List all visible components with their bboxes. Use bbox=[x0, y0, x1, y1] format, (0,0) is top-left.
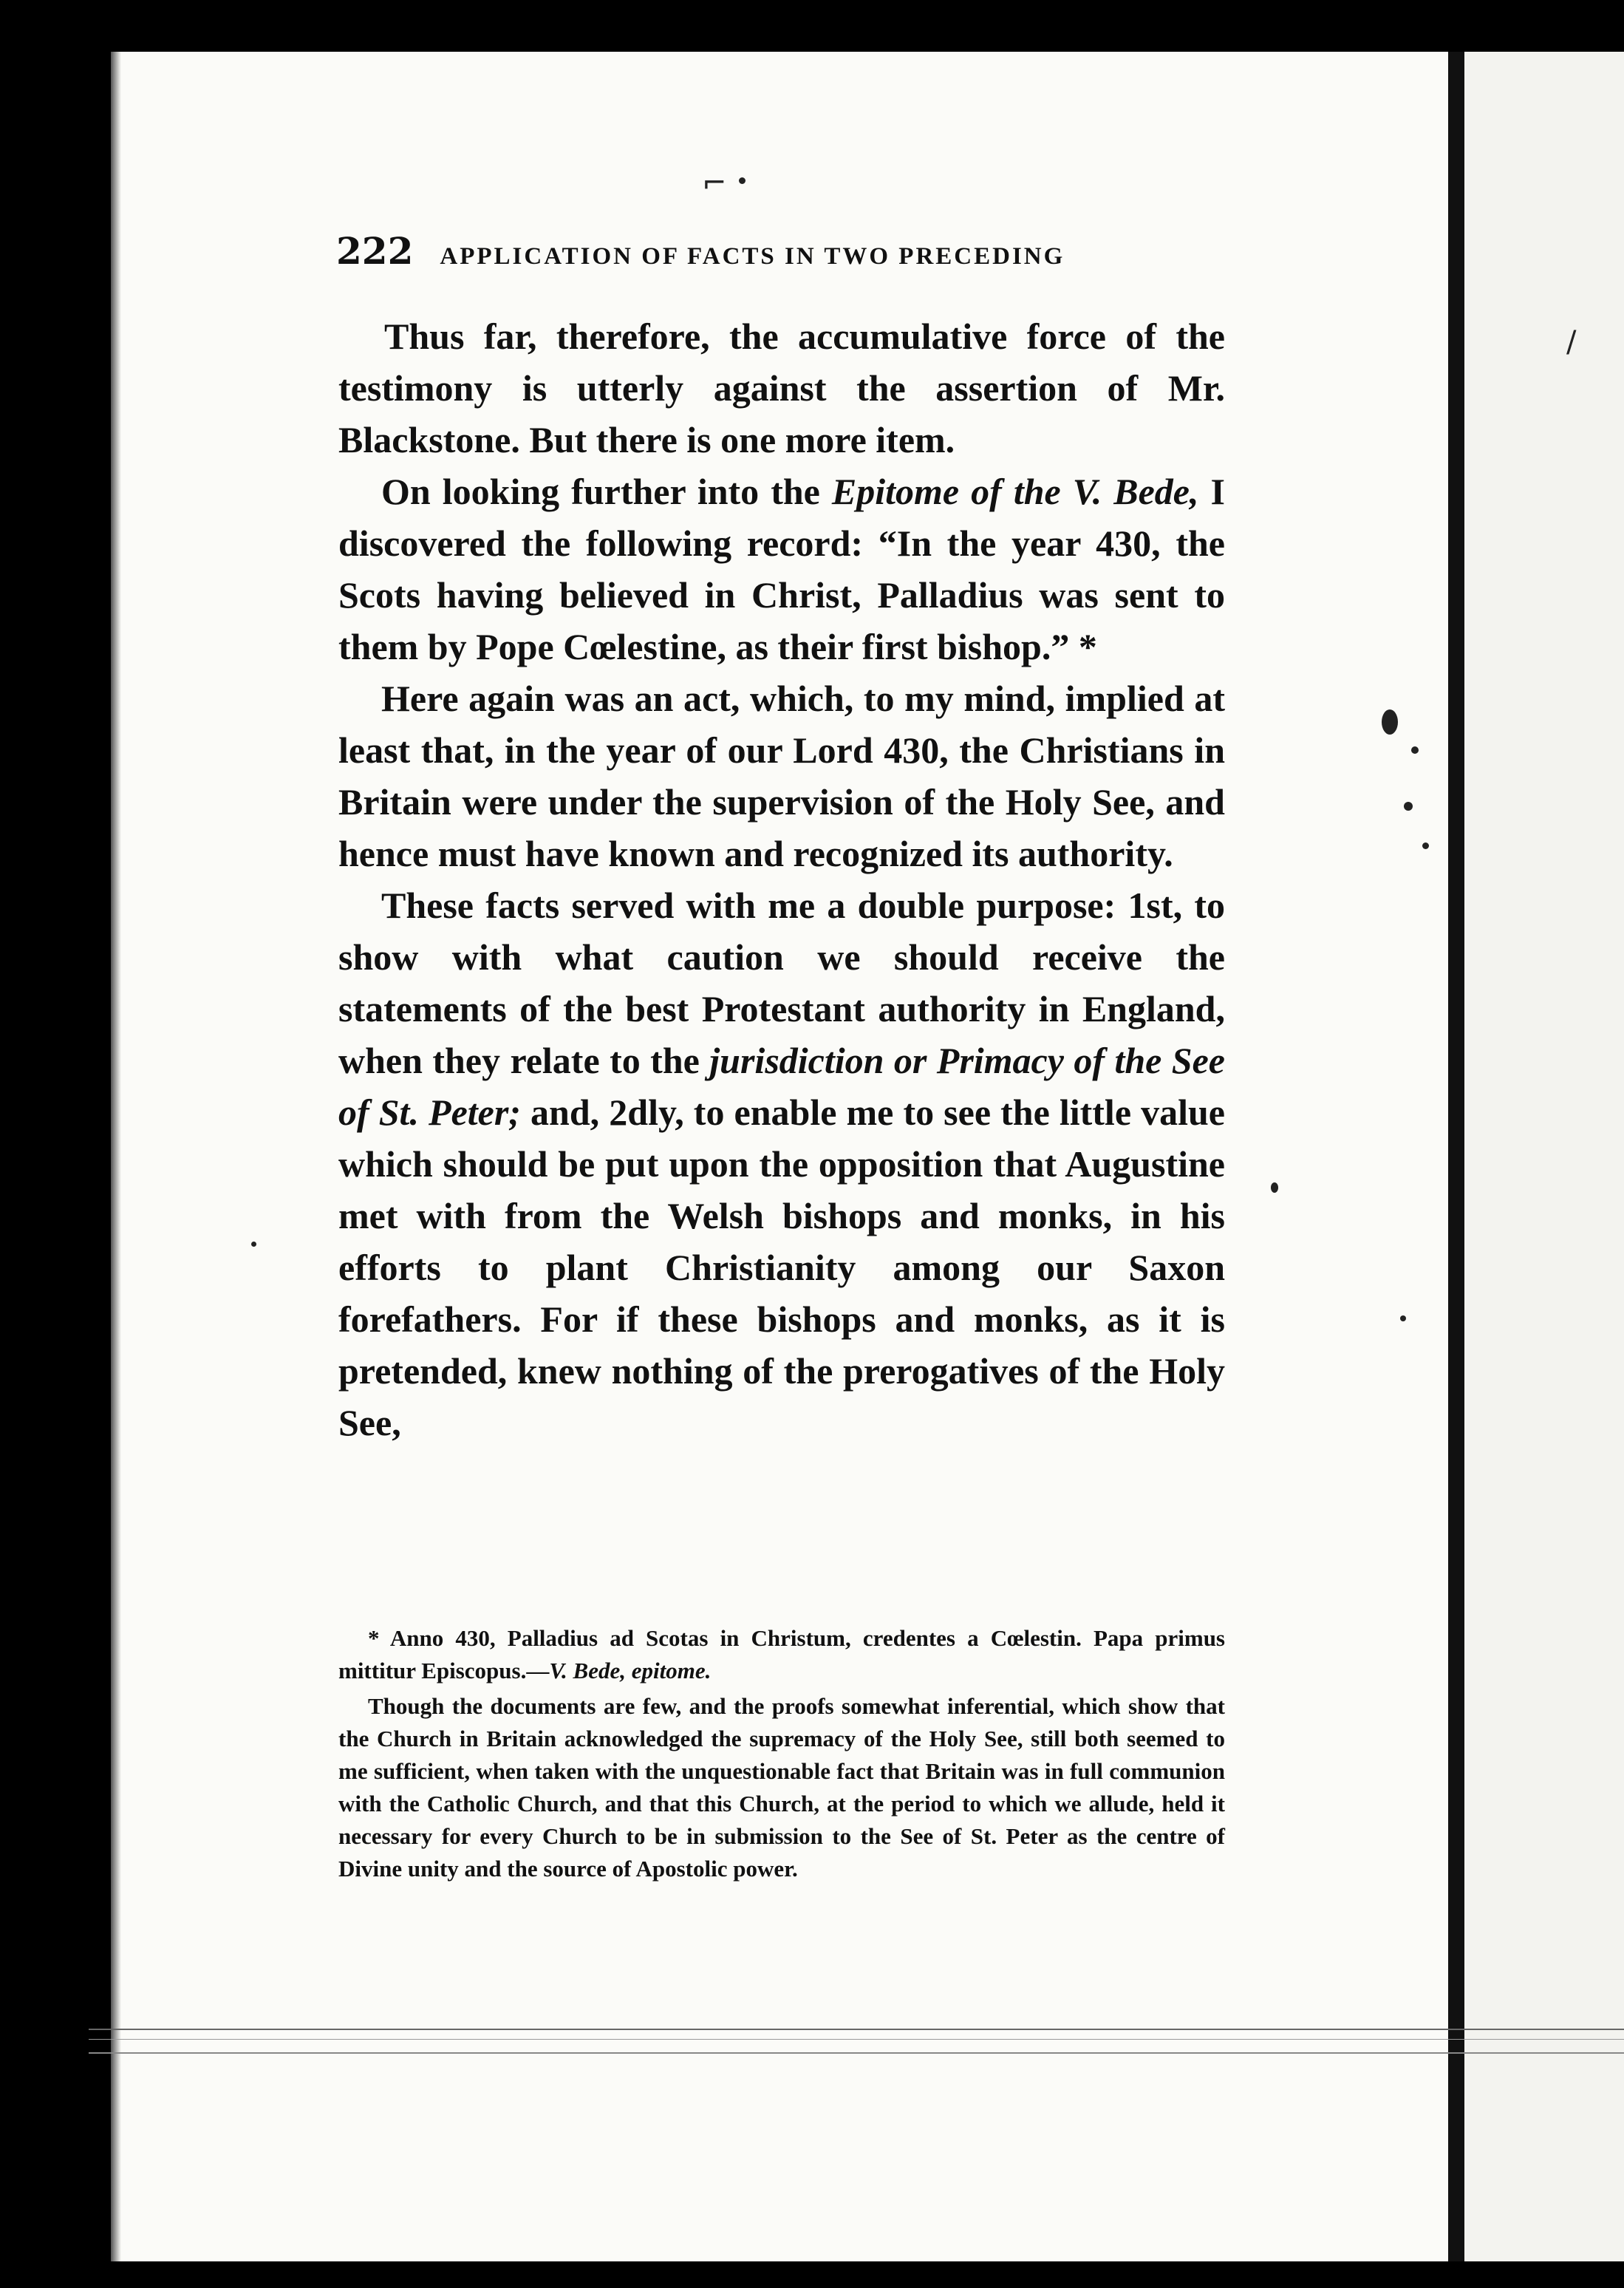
running-title: APPLICATION OF FACTS IN TWO PRECEDING bbox=[440, 243, 1065, 270]
paragraph-1: Thus far, therefore, the accumulative force of the testimony is utterly against the assertion of Mr. Blackstone. But there is one more item. bbox=[338, 316, 1225, 460]
page-number: 222 bbox=[336, 229, 414, 273]
footnote-1-source: V. Bede, epitome. bbox=[549, 1658, 712, 1683]
scan-speck bbox=[251, 1242, 256, 1247]
scan-speck bbox=[1404, 802, 1413, 811]
footnote-1-text: * Anno 430, Palladius ad Scotas in Christum, credentes a Cœlestin. Papa primus mittitur Episcopus.— bbox=[338, 1625, 1225, 1683]
running-head bbox=[336, 229, 1260, 273]
paragraph-2 bbox=[338, 466, 1225, 673]
epitome-title: Epitome of the V. Bede, bbox=[831, 471, 1199, 512]
page-edge-shadow bbox=[111, 52, 121, 2261]
facing-page-edge bbox=[1464, 52, 1624, 2261]
scan-speck bbox=[1400, 1315, 1406, 1321]
bottom-scan-rules bbox=[89, 2029, 1624, 2054]
binding-gutter bbox=[1448, 52, 1464, 2261]
stray-pen-mark: / bbox=[1566, 325, 1577, 359]
primacy-phrase: jurisdiction or Primacy of the See of St. Peter; bbox=[338, 1040, 1225, 1133]
scan-border-bottom bbox=[0, 2261, 1624, 2288]
paragraph-4 bbox=[338, 879, 1225, 1448]
paragraph-2-lead: On looking further into the bbox=[381, 471, 832, 512]
stray-pen-mark: ⌐ bbox=[702, 166, 727, 200]
footnote-note: Though the documents are few, and the proofs somewhat inferential, which show that the Church in Britain acknowledged the supremacy of the Holy See, still both seemed to me sufficient, when taken with the unquestionable fact that Britain was in full communion with the Catholic Church, and that this Church, at the period to which we allude, held it necessary for every Church to be in submission to the See of St. Peter as the centre of Divine unity and the source of Apostolic power. bbox=[338, 1693, 1225, 1882]
scan-border-left bbox=[0, 0, 111, 2288]
scan-speck bbox=[1382, 709, 1398, 735]
scan-speck bbox=[1422, 842, 1429, 849]
scan-speck bbox=[1271, 1182, 1278, 1193]
paragraph-4-rest: and, 2dly, to enable me to see the little value which should be put upon the opposition that Augustine met with from the Welsh bishops and monks, in his efforts to plant Christianity among our Saxon forefathers. For if these bishops and monks, as it is pretended, knew nothing of the prerogatives of the Holy See, bbox=[338, 1092, 1225, 1443]
scan-border-top bbox=[0, 0, 1624, 52]
footnote-1 bbox=[338, 1622, 1225, 1687]
scan-speck bbox=[1411, 746, 1419, 754]
paragraph-4-lead: These facts served with me a double purpose: 1st, to show with what caution we should receive the statements of the best Protestant authority in England, when they relate to the bbox=[338, 885, 1225, 1081]
footnotes bbox=[338, 1622, 1225, 1885]
body-text bbox=[338, 310, 1225, 1448]
paragraph-3: Here again was an act, which, to my mind, implied at least that, in the year of our Lord 430, the Christians in Britain were under the supervision of the Holy See, and hence must have known and recognized its authority. bbox=[338, 678, 1225, 874]
paragraph-2-rest: I discovered the following record: “In the year 430, the Scots having believed in Christ, Palladius was sent to them by Pope Cœlestine, as their first bishop.” * bbox=[338, 471, 1225, 667]
scan-speck bbox=[739, 177, 746, 184]
